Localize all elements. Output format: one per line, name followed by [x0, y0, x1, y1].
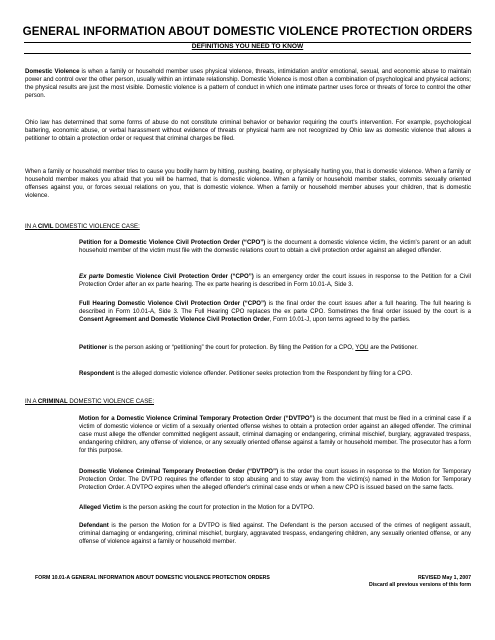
intro-paragraph-1: Domestic Violence is when a family or household member uses physical violence, threats, intimidation and/or emotional, sexual, and economic abuse to maintain power and control over the other person, usually within an intimate relationship. Domestic Violence is most often a combination of psychological and physical actions; the physical results are just the most visible. Domestic violence is a pattern of conduct in which one intimate partner uses force or threats of force to control the other person.: [25, 68, 471, 99]
def-petitioner: Petitioner is the person asking or “petitioning” the court for protection. By filing the Petition for a CPO, YOU are the Petitioner.: [79, 344, 418, 351]
intro-paragraph-3: When a family or household member tries to cause you bodily harm by hitting, pushing, beating, or physically hurting you, that is domestic violence. When a family or household member makes you afraid that you will be harmed, that is domestic violence. When a family or household member stalks, commits sexually oriented offenses against you, or forces sexual relations on you, that is domestic violence. When a family or household member abuses your children, that is domestic violence.: [25, 168, 471, 199]
subtitle-rule: [24, 53, 471, 54]
criminal-heading: IN A CRIMINAL DOMESTIC VIOLENCE CASE:: [25, 398, 155, 405]
def-dvtpo: Domestic Violence Criminal Temporary Protection Order (“DVTPO”) is the order the court issues in response to the Motion for Temporary Protection Order. The DVTPO requires the offender to stop abusing and to stay away from the victim(s) named in the Motion for Temporary Protection Order. A DVTPO expires when the alleged offender's criminal case ends or when a new CPO is issued based on the same facts.: [79, 468, 471, 491]
page-title: GENERAL INFORMATION ABOUT DOMESTIC VIOLENCE PROTECTION ORDERS: [22, 25, 473, 38]
intro-paragraph-2: Ohio law has determined that some forms of abuse do not constitute criminal behavior or behavior requiring the court's intervention. For example, psychological battering, economic abuse, or verbal harassment without evidence of threats or physical harm are not recognized by Ohio law as domestic violence that allows a petitioner to obtain a protection order or request that criminal charges be filed.: [25, 119, 471, 142]
def-alleged-victim: Alleged Victim is the person asking the court for protection in the Motion for a DVTPO.: [79, 504, 315, 511]
footer-form-name: FORM 10.01-A GENERAL INFORMATION ABOUT DOMESTIC VIOLENCE PROTECTION ORDERS: [35, 575, 270, 581]
section-subtitle: DEFINITIONS YOU NEED TO KNOW: [191, 43, 304, 50]
def-full-hearing-cpo: Full Hearing Domestic Violence Civil Protection Order (“CPO”) is the final order the court issues after a full hearing. The full hearing is described in Form 10.01-A, Side 3. The Full Hearing CPO replaces the ex parte CPO. Sometimes the final order issued by the court is a Consent Agreement and Domestic Violence Civil Protection Order, Form 10.01-J, upon terms agreed to by the parties.: [79, 300, 471, 323]
footer-discard: Discard all previous versions of this form: [368, 582, 471, 588]
def-ex-parte-cpo: Ex parte Domestic Violence Civil Protection Order (“CPO”) is an emergency order the court issues in response to the Petition for a Civil Protection Order after an ex parte hearing. The ex parte hearing is described in Form 10.01-A, Side 3.: [79, 273, 471, 288]
def-respondent: Respondent is the alleged domestic violence offender. Petitioner seeks protection from the Respondent by filing for a CPO.: [79, 370, 413, 377]
def-motion-dvtpo: Motion for a Domestic Violence Criminal Temporary Protection Order (“DVTPO”) is the document that must be filed in a criminal case if a victim of domestic violence or victim of a sexually oriented offense wishes to obtain a protection order against an alleged offender. The criminal case must allege the offender committed negligent assault, criminal damaging or endangering, criminal mischief, burglary, aggravated trespass, endangering children, any offense of violence, or any sexually oriented offense against a family or household member. The prosecutor has a form for this purpose.: [79, 415, 471, 454]
civil-heading: IN A CIVIL DOMESTIC VIOLENCE CASE:: [25, 223, 140, 230]
def-petition-cpo: Petition for a Domestic Violence Civil Protection Order (“CPO”) is the document a domestic violence victim, the victim's parent or an adult household member of the victim must file with the domestic relations court to obtain a civil protection order against an alleged offender.: [79, 239, 471, 254]
def-defendant: Defendant is the person the Motion for a DVTPO is filed against. The Defendant is the person accused of the crimes of negligent assault, criminal damaging or endangering, criminal mischief, burglary, aggravated trespass, endangering children, any sexually oriented offense, or any offense of violence against a family or household member.: [79, 522, 471, 545]
footer-revised: REVISED May 1, 2007: [417, 575, 471, 581]
term-domestic-violence: Domestic Violence: [25, 68, 80, 75]
